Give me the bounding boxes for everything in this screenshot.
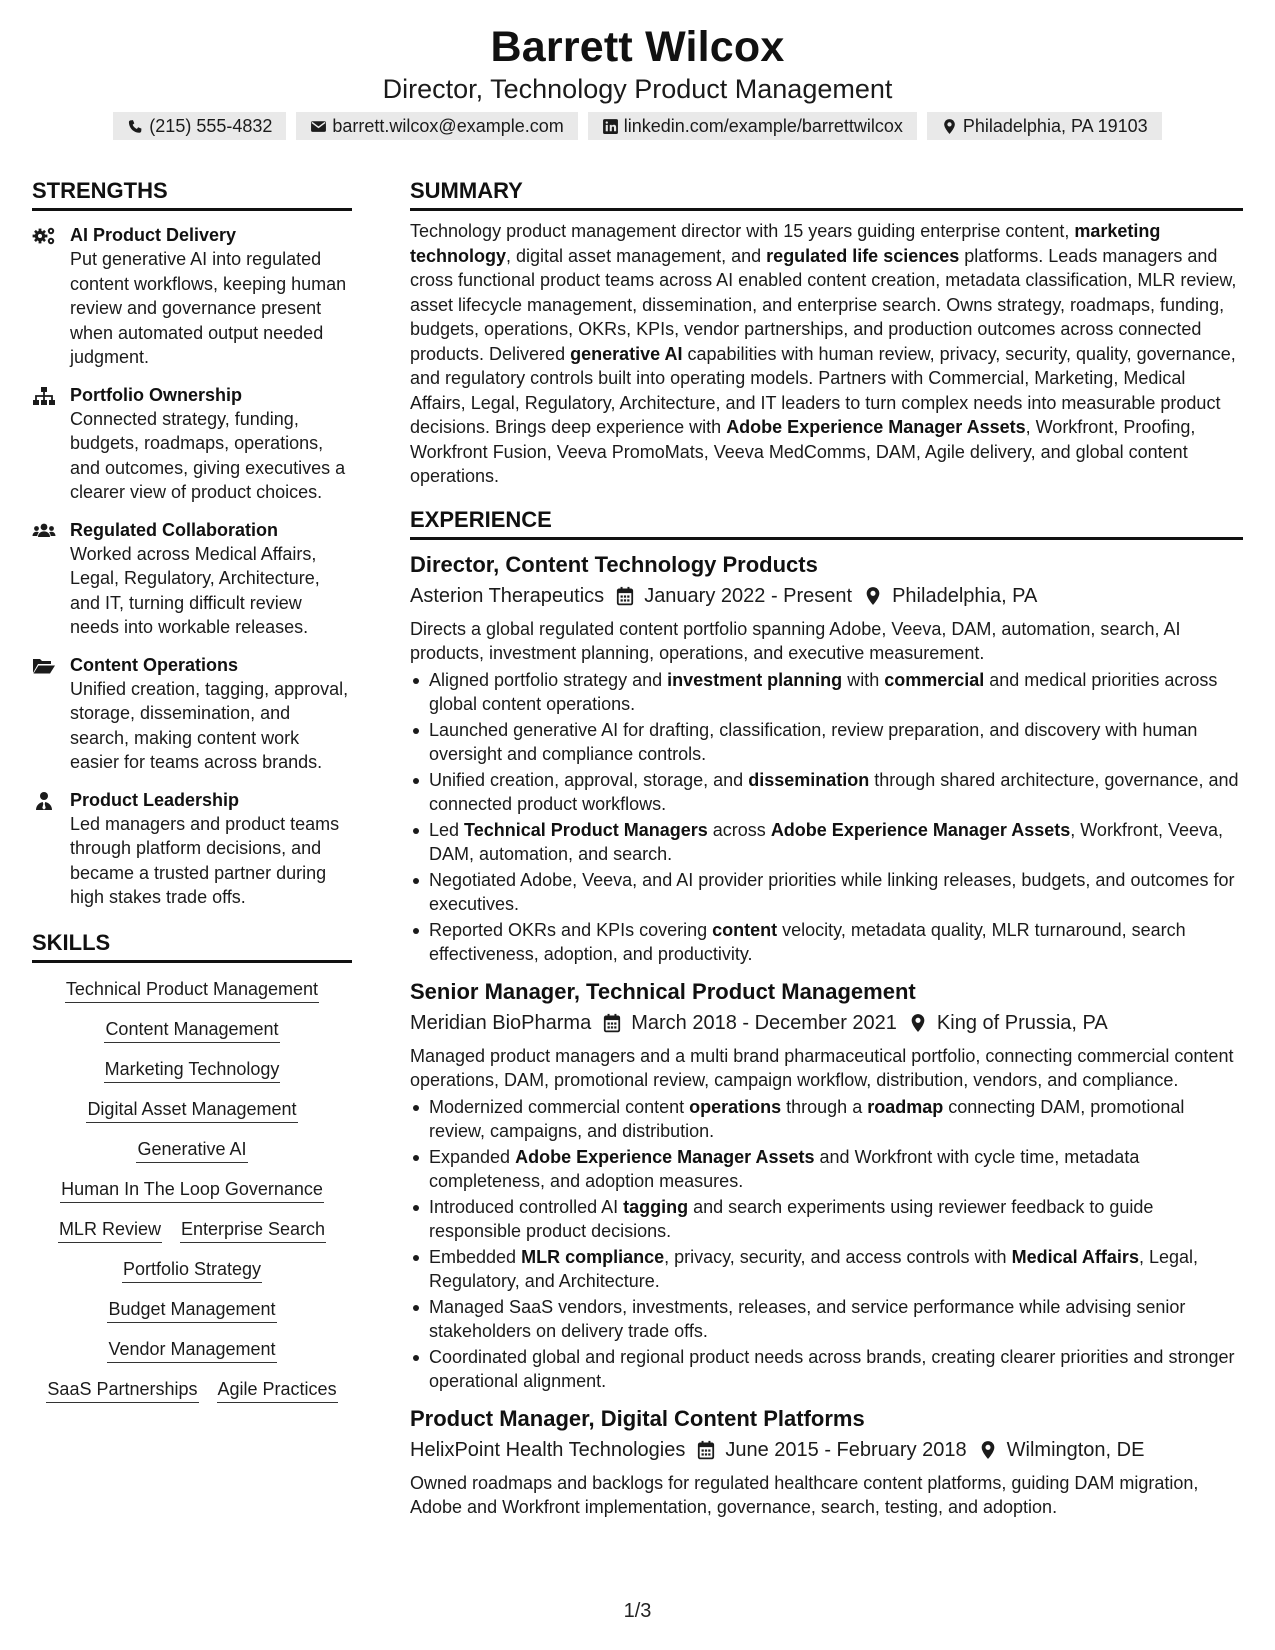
strength-item bbox=[32, 653, 352, 775]
strength-item bbox=[32, 223, 352, 370]
envelope-icon bbox=[310, 118, 327, 135]
contact-bar bbox=[0, 112, 1275, 140]
skill-row bbox=[32, 1137, 352, 1163]
text-run: Led bbox=[429, 819, 465, 840]
job-title: Senior Manager, Technical Product Management bbox=[410, 978, 916, 1004]
skill-row bbox=[32, 1177, 352, 1203]
text-run: Introduced controlled AI bbox=[429, 1196, 624, 1217]
skills-list bbox=[32, 977, 352, 1403]
text-run: , Workfront, Veeva, DAM, automation, and search. bbox=[429, 819, 1224, 864]
job-location: Wilmington, DE bbox=[1006, 1438, 1145, 1461]
bold-keyword: dissemination bbox=[748, 769, 870, 790]
linkedin-icon bbox=[602, 118, 619, 135]
strength-title: Portfolio Ownership bbox=[70, 384, 243, 405]
text-run: , Workfront, Proofing, Workfront Fusion, Veeva PromoMats, Veeva MedComms, DAM, Agile delivery, and global content operations. bbox=[410, 417, 1196, 486]
strengths-list bbox=[32, 223, 352, 910]
skills-heading: SKILLS bbox=[32, 928, 352, 963]
text-run: velocity, metadata quality, MLR turnaround, search effectiveness, adoption, and productivity. bbox=[429, 919, 1186, 964]
text-run: Modernized commercial content bbox=[429, 1096, 690, 1117]
calendar-icon bbox=[616, 586, 634, 606]
skill-tag: SaaS Partnerships bbox=[46, 1377, 198, 1403]
map-pin-icon bbox=[864, 586, 882, 606]
bullet-item bbox=[410, 818, 1243, 867]
job-meta bbox=[410, 1435, 1243, 1465]
job-entry bbox=[410, 977, 1243, 1394]
job-dates: March 2018 - December 2021 bbox=[631, 1011, 897, 1034]
summary-text bbox=[410, 219, 1243, 489]
strength-desc: Put generative AI into regulated content workflows, keeping human review and governance present when automated output needed judgment. bbox=[70, 249, 347, 367]
sitemap-icon bbox=[32, 386, 56, 406]
text-run: platforms. Leads managers and cross functional product teams across AI enabled content creation, metadata classification, MLR review, asset lifecycle management, dissemination, and enterprise search. Owns strategy, roadmaps, funding, budgets, operations, OKRs, KPIs, vendor partnerships, and production outcomes across connected products. Delivered bbox=[410, 245, 1237, 364]
text-run: Unified creation, approval, storage, and bbox=[429, 769, 749, 790]
job-meta bbox=[410, 1008, 1243, 1038]
folder-open-icon bbox=[32, 656, 56, 676]
strength-item bbox=[32, 788, 352, 910]
strength-title: AI Product Delivery bbox=[70, 225, 237, 245]
skill-tag: Marketing Technology bbox=[104, 1057, 281, 1083]
skill-tag: Human In The Loop Governance bbox=[60, 1177, 324, 1203]
skill-row bbox=[32, 1097, 352, 1123]
skill-row bbox=[32, 1057, 352, 1083]
bold-keyword: operations bbox=[689, 1096, 782, 1117]
skill-tag: Portfolio Strategy bbox=[122, 1257, 262, 1283]
strength-title: Content Operations bbox=[70, 654, 239, 675]
job-dates: June 2015 - February 2018 bbox=[725, 1438, 967, 1461]
bold-keyword: generative AI bbox=[570, 343, 683, 364]
bold-keyword: roadmap bbox=[867, 1096, 944, 1117]
job-company: HelixPoint Health Technologies bbox=[410, 1438, 686, 1461]
job-dates: January 2022 - Present bbox=[644, 584, 853, 607]
skill-row bbox=[32, 1217, 352, 1243]
strength-desc: Led managers and product teams through platform decisions, and became a trusted partner during high stakes trade offs. bbox=[70, 813, 340, 907]
skills-section bbox=[32, 928, 352, 1403]
skill-row bbox=[32, 1297, 352, 1323]
strength-title: Regulated Collaboration bbox=[70, 519, 279, 540]
bold-keyword: investment planning bbox=[667, 669, 843, 690]
text-run: , privacy, security, and access controls with bbox=[664, 1246, 1012, 1267]
text-run: , digital asset management, and bbox=[506, 245, 767, 266]
job-bullets bbox=[410, 1095, 1243, 1394]
bold-keyword: Adobe Experience Manager Assets bbox=[515, 1146, 815, 1167]
left-column bbox=[32, 176, 352, 1403]
bold-keyword: Adobe Experience Manager Assets bbox=[726, 417, 1026, 437]
bold-keyword: content bbox=[712, 919, 778, 940]
bold-keyword: Technical Product Managers bbox=[464, 819, 708, 840]
text-run: capabilities with human review, privacy, security, quality, governance, and regulatory controls built into operating models. Partners with Commercial, Marketing, Medical Affairs, Legal, Regulatory, Architecture, and IT leaders to turn complex needs into measurable product decisions. Brings deep experience with bbox=[410, 343, 1236, 437]
strength-title: Product Leadership bbox=[70, 789, 240, 810]
text-run: and medical priorities across global content operations. bbox=[429, 669, 1218, 714]
bold-keyword: marketing technology bbox=[410, 221, 1161, 266]
experience-list bbox=[410, 550, 1243, 1520]
resume-header bbox=[0, 22, 1275, 106]
bullet-item bbox=[410, 918, 1243, 967]
bullet-item bbox=[410, 1095, 1243, 1144]
skill-tag: Enterprise Search bbox=[180, 1217, 326, 1243]
bullet-item bbox=[410, 768, 1243, 817]
job-title: Director, Content Technology Products bbox=[410, 551, 818, 577]
job-bullets bbox=[410, 668, 1243, 967]
summary-heading: SUMMARY bbox=[410, 176, 1243, 211]
text-run: connecting DAM, promotional review, campaigns, and distribution. bbox=[429, 1096, 1185, 1141]
bullet-item bbox=[410, 1345, 1243, 1394]
bold-keyword: Adobe Experience Manager Assets bbox=[770, 819, 1071, 840]
bold-keyword: tagging bbox=[623, 1196, 689, 1217]
calendar-icon bbox=[697, 1440, 715, 1460]
text-run: Expanded bbox=[429, 1146, 516, 1167]
bullet-item bbox=[410, 718, 1243, 767]
strength-desc: Unified creation, tagging, approval, storage, dissemination, and search, making content work easier for teams across brands. bbox=[70, 678, 349, 772]
text-run: Launched generative AI for drafting, classification, review preparation, and discovery with human oversight and compliance controls. bbox=[429, 719, 1198, 764]
contact-linkedin[interactable] bbox=[588, 112, 917, 140]
strength-desc: Connected strategy, funding, budgets, roadmaps, operations, and outcomes, giving executives a clearer view of product choices. bbox=[70, 408, 346, 502]
job-meta bbox=[410, 581, 1243, 611]
text-run: , Legal, Regulatory, and Architecture. bbox=[429, 1246, 1198, 1291]
contact-phone[interactable] bbox=[113, 112, 286, 140]
text-run: Aligned portfolio strategy and bbox=[429, 669, 668, 690]
text-run: and Workfront with cycle time, metadata completeness, and adoption measures. bbox=[429, 1146, 1140, 1191]
job-description: Directs a global regulated content portfolio spanning Adobe, Veeva, DAM, automation, search, AI products, investment planning, operations, and executive measurement. bbox=[410, 618, 1181, 663]
text-run: across bbox=[707, 819, 771, 840]
skill-tag: Generative AI bbox=[136, 1137, 247, 1163]
gears-icon bbox=[32, 226, 56, 246]
bold-keyword: commercial bbox=[884, 669, 985, 690]
bold-keyword: MLR compliance bbox=[521, 1246, 665, 1267]
map-pin-icon bbox=[979, 1440, 997, 1460]
skill-tag: MLR Review bbox=[58, 1217, 162, 1243]
job-company: Meridian BioPharma bbox=[410, 1011, 592, 1034]
map-pin-icon bbox=[909, 1013, 927, 1033]
text-run: Managed SaaS vendors, investments, releases, and service performance while advising senior stakeholders on delivery trade offs. bbox=[429, 1296, 1186, 1341]
bullet-item bbox=[410, 1245, 1243, 1294]
job-entry bbox=[410, 1404, 1243, 1520]
map-pin-icon bbox=[941, 118, 958, 135]
page-number: 1/3 bbox=[623, 1600, 652, 1622]
skill-row bbox=[32, 977, 352, 1003]
users-icon bbox=[32, 521, 56, 541]
skill-tag: Budget Management bbox=[107, 1297, 276, 1323]
bullet-item bbox=[410, 1295, 1243, 1344]
user-tie-icon bbox=[32, 791, 56, 811]
bullet-item bbox=[410, 868, 1243, 917]
bold-keyword: regulated life sciences bbox=[766, 245, 960, 266]
contact-location-text: Philadelphia, PA 19103 bbox=[962, 115, 1148, 136]
text-run: with bbox=[842, 669, 885, 690]
text-run: and search experiments using reviewer feedback to guide responsible product decisions. bbox=[429, 1196, 1154, 1241]
skill-row bbox=[32, 1017, 352, 1043]
skill-row bbox=[32, 1257, 352, 1283]
skill-tag: Technical Product Management bbox=[65, 977, 319, 1003]
experience-heading: EXPERIENCE bbox=[410, 505, 1243, 540]
text-run: through shared architecture, governance, and connected product workflows. bbox=[429, 769, 1239, 814]
bullet-item bbox=[410, 1145, 1243, 1194]
skill-row bbox=[32, 1377, 352, 1403]
strength-item bbox=[32, 383, 352, 505]
candidate-title: Director, Technology Product Management bbox=[382, 74, 893, 104]
phone-icon bbox=[127, 118, 144, 135]
text-run: Negotiated Adobe, Veeva, and AI provider priorities while linking releases, budgets, and outcomes for executives. bbox=[429, 869, 1235, 914]
skill-tag: Content Management bbox=[104, 1017, 279, 1043]
contact-email[interactable] bbox=[296, 112, 577, 140]
skill-tag: Vendor Management bbox=[107, 1337, 276, 1363]
job-description: Managed product managers and a multi brand pharmaceutical portfolio, connecting commercial content operations, DAM, promotional review, campaign workflow, distribution, vendors, and compliance. bbox=[410, 1045, 1234, 1090]
job-entry bbox=[410, 550, 1243, 967]
job-company: Asterion Therapeutics bbox=[410, 584, 605, 607]
strengths-heading: STRENGTHS bbox=[32, 176, 352, 211]
strength-item bbox=[32, 518, 352, 640]
bold-keyword: Medical Affairs bbox=[1011, 1246, 1139, 1267]
text-run: Reported OKRs and KPIs covering bbox=[429, 919, 713, 940]
contact-phone-text: (215) 555-4832 bbox=[149, 115, 273, 136]
text-run: Embedded bbox=[429, 1246, 522, 1267]
calendar-icon bbox=[603, 1013, 621, 1033]
job-title: Product Manager, Digital Content Platforms bbox=[410, 1405, 865, 1431]
skill-tag: Digital Asset Management bbox=[86, 1097, 297, 1123]
candidate-name: Barrett Wilcox bbox=[490, 23, 785, 71]
contact-linkedin-text: linkedin.com/example/barrettwilcox bbox=[623, 115, 903, 136]
bullet-item bbox=[410, 668, 1243, 717]
text-run: Coordinated global and regional product needs across brands, creating clearer priorities and stronger operational alignment. bbox=[429, 1346, 1235, 1391]
strength-desc: Worked across Medical Affairs, Legal, Regulatory, Architecture, and IT, turning difficult review needs into workable releases. bbox=[70, 543, 320, 637]
contact-location[interactable] bbox=[927, 112, 1162, 140]
skill-row bbox=[32, 1337, 352, 1363]
job-location: Philadelphia, PA bbox=[892, 584, 1038, 607]
skill-tag: Agile Practices bbox=[217, 1377, 338, 1403]
text-run: Technology product management director with 15 years guiding enterprise content, bbox=[410, 221, 1075, 241]
right-column bbox=[410, 176, 1243, 1520]
contact-email-text: barrett.wilcox@example.com bbox=[332, 115, 564, 136]
text-run: through a bbox=[781, 1096, 868, 1117]
job-location: King of Prussia, PA bbox=[936, 1011, 1108, 1034]
bullet-item bbox=[410, 1195, 1243, 1244]
job-description: Owned roadmaps and backlogs for regulated healthcare content platforms, guiding DAM migration, Adobe and Workfront implementation, governance, search, testing, and adoption. bbox=[410, 1472, 1199, 1517]
